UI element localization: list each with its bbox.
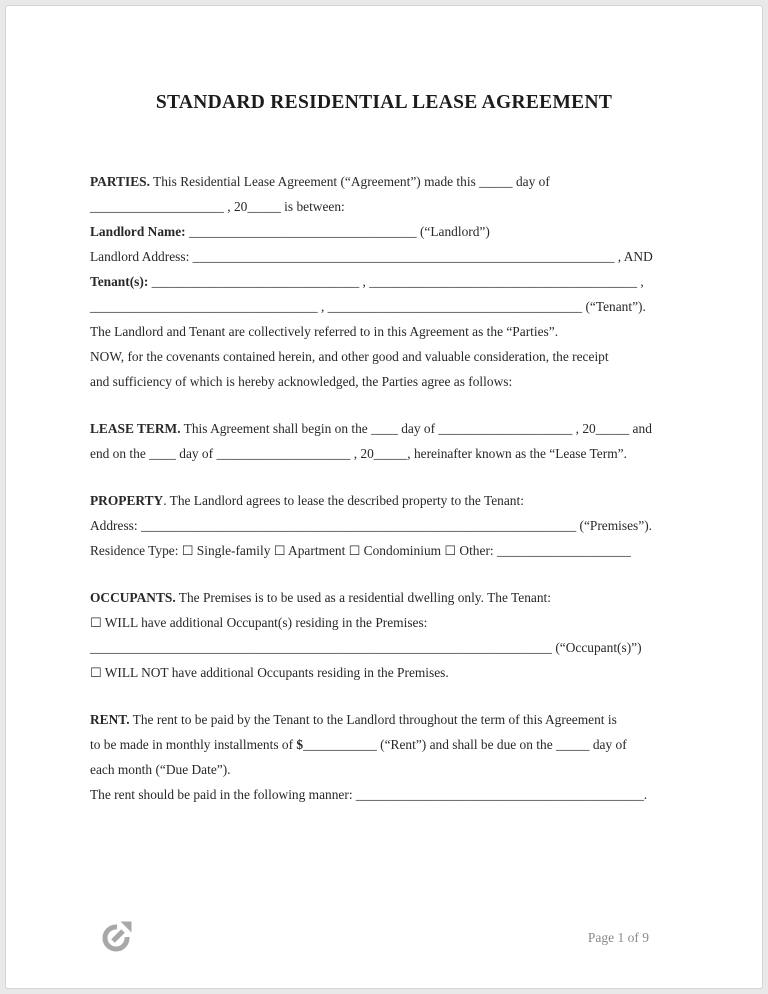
doc-line xyxy=(90,660,678,685)
doc-line xyxy=(90,513,678,538)
doc-text-run: Tenant(s): xyxy=(90,274,152,289)
checkbox-apartment-icon[interactable]: ☐ xyxy=(273,544,286,559)
eforms-logo-icon[interactable] xyxy=(100,918,136,954)
doc-text-run: Apartment xyxy=(285,543,349,558)
doc-line xyxy=(90,585,678,610)
doc-text-run: WILL have additional Occupant(s) residing in the Premises: xyxy=(101,615,428,630)
doc-text-run: The Premises is to be used as a residential dwelling only. The Tenant: xyxy=(175,590,551,605)
doc-line xyxy=(90,782,678,807)
doc-text-run: LEASE TERM. xyxy=(90,421,181,436)
doc-text-run: Residence Type: xyxy=(90,543,182,558)
doc-text-run: _______________________________ , ________________________________________ , xyxy=(151,274,644,289)
doc-line xyxy=(90,269,678,294)
doc-text-run: Landlord Name: xyxy=(90,224,189,239)
doc-text-run: Other: ____________________ xyxy=(456,543,631,558)
doc-text-run: The rent to be paid by the Tenant to the Landlord throughout the term of this Agreement is xyxy=(129,712,617,727)
doc-text-run: to be made in monthly installments of xyxy=(90,737,297,752)
doc-text-run: end on the ____ day of ____________________ , 20_____, hereinafter known as the “Lease Term”. xyxy=(90,446,627,461)
doc-text-run: $ xyxy=(296,737,304,752)
doc-text-run: __________________________________ , ______________________________________ (“Tenant”). xyxy=(90,299,646,314)
checkbox-will-not-icon[interactable]: ☐ xyxy=(90,666,102,681)
checkbox-single-family-icon[interactable]: ☐ xyxy=(181,544,194,559)
doc-text-run: . The Landlord agrees to lease the described property to the Tenant: xyxy=(163,493,524,508)
document-page xyxy=(5,5,763,989)
document-body xyxy=(90,169,678,807)
doc-text-run: OCCUPANTS. xyxy=(90,590,176,605)
doc-line xyxy=(90,732,678,757)
page-indicator: Page 1 of 9 xyxy=(587,930,649,945)
doc-text-run: Condominium xyxy=(360,543,445,558)
doc-line xyxy=(90,757,678,782)
doc-line xyxy=(90,344,678,369)
doc-text-run: RENT. xyxy=(90,712,130,727)
doc-text-run: This Agreement shall begin on the ____ day of ____________________ , 20_____ and xyxy=(180,421,652,436)
doc-text-run: ___________ (“Rent”) and shall be due on the _____ day of xyxy=(303,737,627,752)
document-title: STANDARD RESIDENTIAL LEASE AGREEMENT xyxy=(155,92,613,113)
doc-line xyxy=(90,538,678,563)
doc-text-run: Single-family xyxy=(193,543,274,558)
doc-line xyxy=(90,488,678,513)
doc-line xyxy=(90,244,678,269)
doc-line xyxy=(90,441,678,466)
doc-line xyxy=(90,416,678,441)
doc-line xyxy=(90,635,678,660)
doc-text-run: WILL NOT have additional Occupants residing in the Premises. xyxy=(101,665,449,680)
doc-text-run: NOW, for the covenants contained herein, and other good and valuable consideration, the receipt xyxy=(90,349,609,364)
doc-text-run: The rent should be paid in the following manner: ___________________________________________. xyxy=(90,787,648,802)
doc-text-run: each month (“Due Date”). xyxy=(90,762,231,777)
doc-text-run: _____________________________________________________________________ (“Occupant(s)”) xyxy=(90,640,642,655)
doc-line xyxy=(90,219,678,244)
doc-line xyxy=(90,707,678,732)
checkbox-other-icon[interactable]: ☐ xyxy=(444,544,457,559)
doc-line xyxy=(90,169,678,194)
checkbox-will-icon[interactable]: ☐ xyxy=(90,616,102,631)
doc-line xyxy=(90,369,678,394)
doc-text-run: The Landlord and Tenant are collectively referred to in this Agreement as the “Parties”. xyxy=(90,324,559,339)
doc-text-run: ____________________ , 20_____ is between: xyxy=(90,199,345,214)
doc-line xyxy=(90,610,678,635)
doc-text-run: PARTIES. xyxy=(90,174,150,189)
doc-text-run: __________________________________ (“Landlord”) xyxy=(188,224,490,239)
doc-text-run: This Residential Lease Agreement (“Agreement”) made this _____ day of xyxy=(149,174,550,189)
checkbox-condominium-icon[interactable]: ☐ xyxy=(348,544,361,559)
doc-line xyxy=(90,194,678,219)
doc-text-run: PROPERTY xyxy=(90,493,164,508)
doc-line xyxy=(90,319,678,344)
doc-line xyxy=(90,294,678,319)
doc-text-run: Address: _________________________________________________________________ (“Premises”). xyxy=(90,518,653,533)
doc-text-run: Landlord Address: _______________________________________________________________ , AND xyxy=(90,249,653,264)
doc-text-run: and sufficiency of which is hereby acknowledged, the Parties agree as follows: xyxy=(90,374,513,389)
